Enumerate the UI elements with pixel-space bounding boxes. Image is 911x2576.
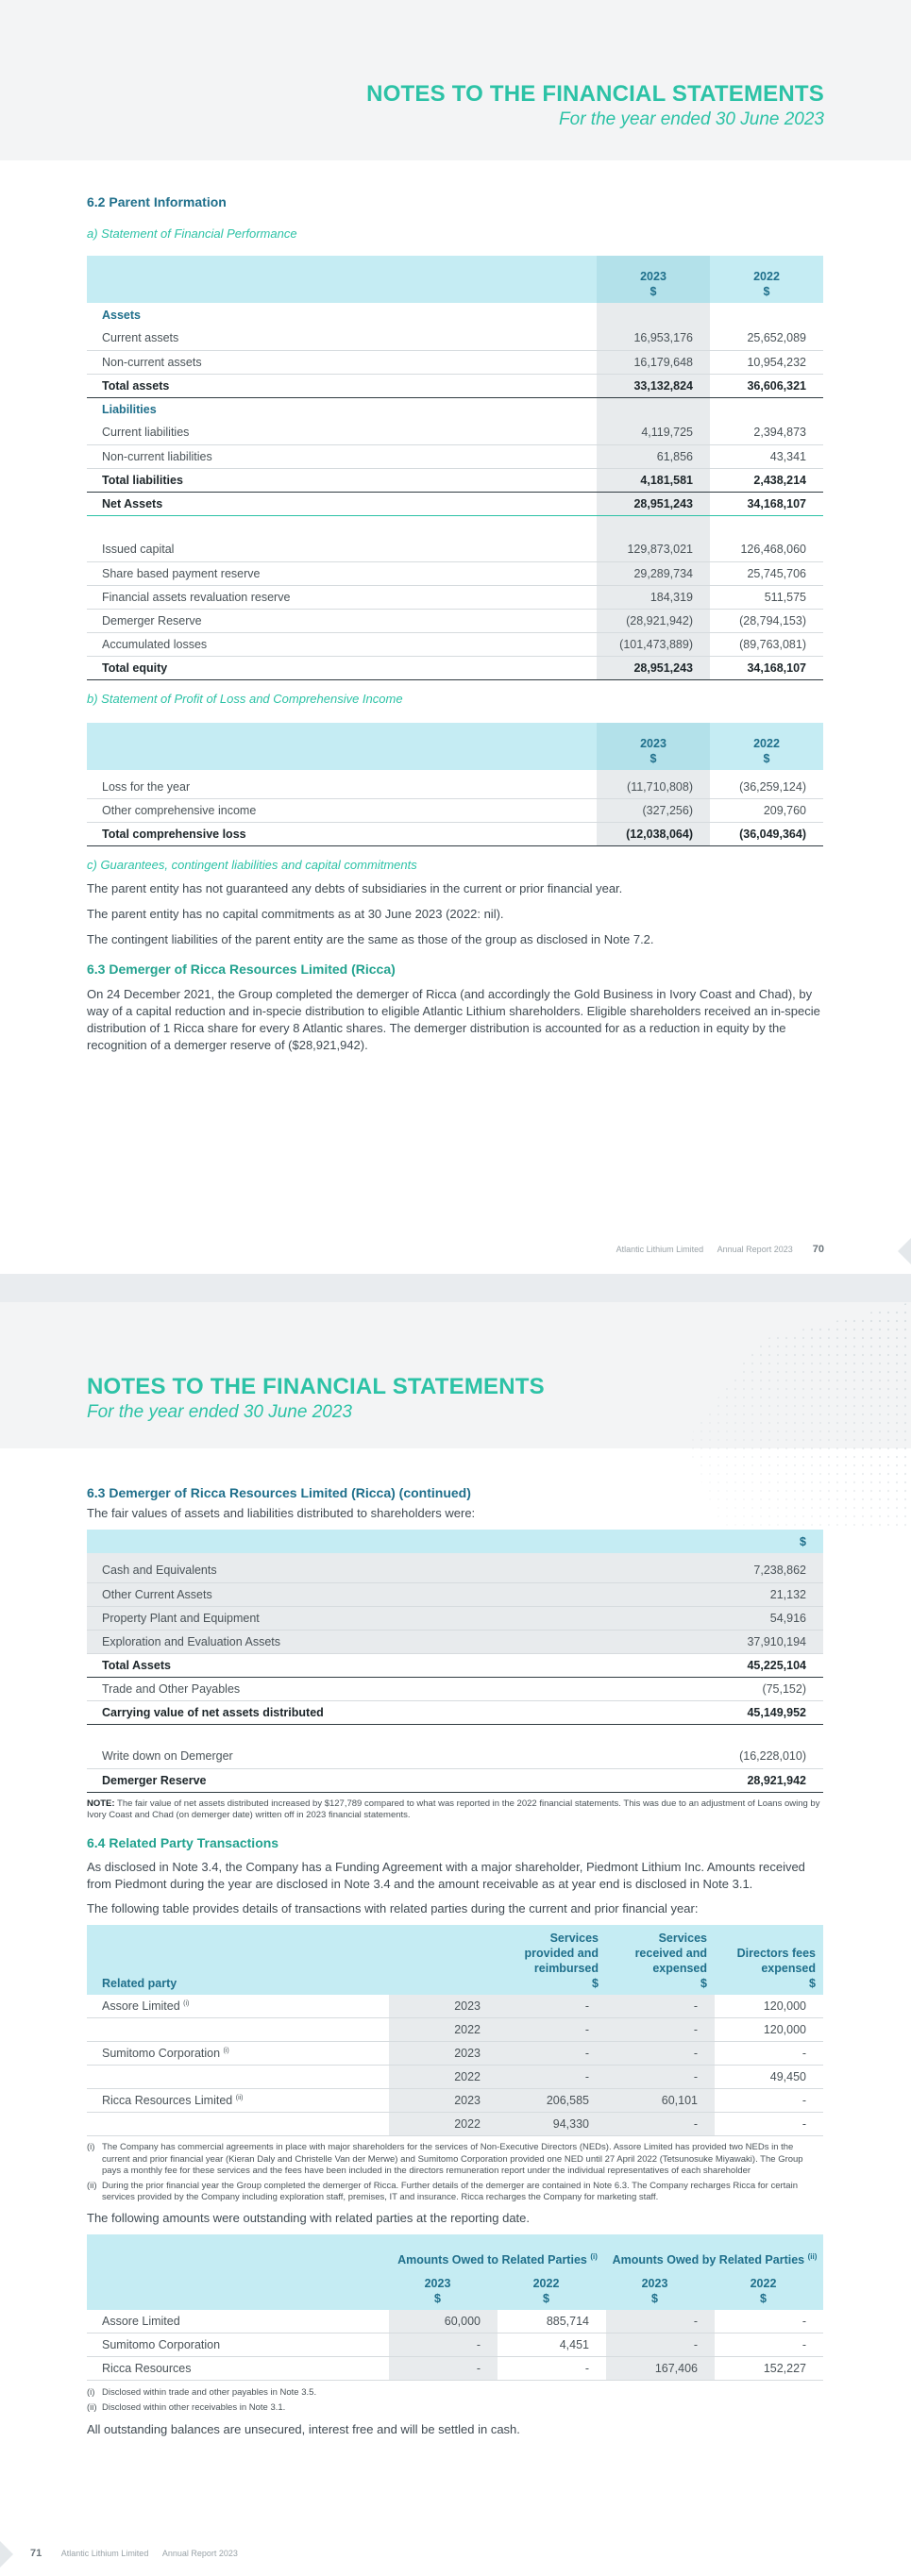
col-2023-header: 2023 $ xyxy=(597,723,710,770)
value-cell: - xyxy=(606,2066,715,2089)
table-row: Property Plant and Equipment 54,916 xyxy=(87,1606,823,1630)
outstanding-notes xyxy=(87,2387,823,2414)
page-header xyxy=(366,81,824,130)
table-row xyxy=(87,2310,823,2333)
value-cell: 152,227 xyxy=(715,2357,823,2381)
table-row: Current assets 16,953,176 25,652,089 xyxy=(87,326,823,350)
value-cell: - xyxy=(715,2333,823,2357)
table-row: Write down on Demerger (16,228,010) xyxy=(87,1745,823,1768)
blank-row xyxy=(87,515,823,538)
page-footer xyxy=(616,1244,824,1255)
value-cell: - xyxy=(498,2357,606,2381)
value-cell: - xyxy=(389,2333,498,2357)
table-row: Other comprehensive income (327,256) 209,760 xyxy=(87,799,823,823)
section-heading-6-3-continued: 6.3 Demerger of Ricca Resources Limited (Ricca) (continued) xyxy=(87,1485,471,1500)
party-name: Assore Limited $^{(i)}$ xyxy=(87,1995,389,2018)
subheading-c: c) Guarantees, contingent liabilities and capital commitments xyxy=(87,858,417,872)
table-row: Demerger Reserve (28,921,942) (28,794,153) xyxy=(87,609,823,632)
total-row: Carrying value of net assets distributed 45,149,952 xyxy=(87,1700,823,1724)
value-cell: - xyxy=(715,2089,823,2113)
table-row xyxy=(87,2113,823,2136)
table-row: Non-current liabilities 61,856 43,341 xyxy=(87,444,823,468)
paragraph: The parent entity has no capital commitments as at 30 June 2023 (2022: nil). xyxy=(87,907,504,921)
outstanding-balances-table xyxy=(87,2234,823,2382)
related-party-transactions-table xyxy=(87,1925,823,2137)
section-heading-6-4: 6.4 Related Party Transactions xyxy=(87,1834,279,1850)
table-row: Share based payment reserve 29,289,734 25,745,706 xyxy=(87,561,823,585)
related-party-notes xyxy=(87,2142,823,2204)
page-subtitle: For the year ended 30 June 2023 xyxy=(87,1402,352,1422)
table-row: Financial assets revaluation reserve 184,319 511,575 xyxy=(87,585,823,609)
year-cell: 2022 xyxy=(389,2018,498,2042)
footnote: (ii) Disclosed within other receivables in Note 3.1. xyxy=(87,2401,286,2413)
owed-to-header: Amounts Owed to Related Parties $^{(i)}$ xyxy=(389,2234,606,2272)
page-header xyxy=(87,1374,545,1423)
value-cell: - xyxy=(389,2357,498,2381)
value-cell: - xyxy=(498,1995,606,2018)
table-row xyxy=(87,2357,823,2381)
table-row xyxy=(87,2066,823,2089)
table-row: Trade and Other Payables (75,152) xyxy=(87,1677,823,1700)
table-row: Current liabilities 4,119,725 2,394,873 xyxy=(87,421,823,444)
value-cell: - xyxy=(606,2018,715,2042)
party-name xyxy=(87,2066,389,2089)
value-cell: - xyxy=(715,2042,823,2066)
paragraph: The following table provides details of transactions with related parties during the current and prior financial year: xyxy=(87,1900,699,1915)
demerger-fair-value-table xyxy=(87,1530,823,1793)
page-title: NOTES TO THE FINANCIAL STATEMENTS xyxy=(87,1374,545,1399)
directors-fees-header: Directors fees expensed $ xyxy=(715,1925,823,1995)
services-received-header: Services received and expensed $ xyxy=(606,1925,715,1995)
subheading-b: b) Statement of Profit of Loss and Comprehensive Income xyxy=(87,691,403,706)
page-edge-marker xyxy=(0,2541,13,2568)
page-header-band xyxy=(0,1302,911,1448)
page-70 xyxy=(0,0,911,1274)
value-cell: - xyxy=(715,2113,823,2136)
page-footer xyxy=(30,2548,238,2559)
financial-position-table xyxy=(87,256,823,680)
value-cell: 120,000 xyxy=(715,2018,823,2042)
page-number: 71 xyxy=(30,2548,42,2559)
party-name: Sumitomo Corporation $^{(i)}$ xyxy=(87,2042,389,2066)
value-cell: 60,101 xyxy=(606,2089,715,2113)
table-row xyxy=(87,2089,823,2113)
col-2022-header: 2022 $ xyxy=(715,2272,823,2310)
total-row: Total Assets 45,225,104 xyxy=(87,1653,823,1677)
total-row: Total liabilities 4,181,581 2,438,214 xyxy=(87,468,823,492)
col-2023-header: 2023 $ xyxy=(389,2272,498,2310)
paragraph: All outstanding balances are unsecured, interest free and will be settled in cash. xyxy=(87,2422,520,2436)
page-number: 70 xyxy=(812,1244,824,1255)
table-row xyxy=(87,1995,823,2018)
table-row xyxy=(87,2042,823,2066)
value-cell: - xyxy=(606,2310,715,2333)
table-row xyxy=(87,2018,823,2042)
paragraph: As disclosed in Note 3.4, the Company has a Funding Agreement with a major shareholder, Piedmont Lithium Inc. Amounts received from Piedmont during the year are disclosed in Note 3.4 and the amount receivable as at year end is disclosed in Note 3.1. xyxy=(87,1859,805,1891)
value-cell: 120,000 xyxy=(715,1995,823,2018)
col-2022-header: 2022 $ xyxy=(710,723,823,770)
party-name: Sumitomo Corporation xyxy=(87,2333,389,2357)
table-row: Accumulated losses (101,473,889) (89,763,081) xyxy=(87,632,823,656)
table-row: Loss for the year (11,710,808) (36,259,124) xyxy=(87,776,823,799)
footnote: (i) Disclosed within trade and other payables in Note 3.5. xyxy=(87,2387,317,2398)
value-cell: - xyxy=(606,2042,715,2066)
col-2023-header: 2023 $ xyxy=(606,2272,715,2310)
table-row: Issued capital 129,873,021 126,468,060 xyxy=(87,538,823,561)
year-cell: 2023 xyxy=(389,2089,498,2113)
section-heading-6-2: 6.2 Parent Information xyxy=(87,194,227,209)
value-cell: - xyxy=(715,2310,823,2333)
value-cell: - xyxy=(498,2042,606,2066)
table-row: Exploration and Evaluation Assets 37,910,194 xyxy=(87,1630,823,1653)
footer-report: Annual Report 2023 xyxy=(161,2549,238,2558)
blank-row xyxy=(87,1724,823,1745)
assets-label-row: Assets xyxy=(87,303,823,326)
table-row xyxy=(87,2333,823,2357)
currency-header: $ xyxy=(691,1530,823,1553)
value-cell: - xyxy=(606,1995,715,2018)
value-cell: 885,714 xyxy=(498,2310,606,2333)
footnote: (ii) During the prior financial year the Group completed the demerger of Ricca. Further details of the demerger are contained in Note 6.3. The Company recharges Ricca for certain services provided by the Company including exploration staff, premises, IT and insurance. Ricca recharges the Company for marketing staff. xyxy=(87,2180,798,2202)
total-row: Total assets 33,132,824 36,606,321 xyxy=(87,374,823,397)
demerger-continued-section xyxy=(87,1485,823,2438)
value-cell: 167,406 xyxy=(606,2357,715,2381)
owed-by-header: Amounts Owed by Related Parties $^{(ii)}$ xyxy=(606,2234,823,2272)
col-2022-header: 2022 $ xyxy=(710,256,823,303)
net-assets-row: Net Assets 28,951,243 34,168,107 xyxy=(87,492,823,515)
page-subtitle: For the year ended 30 June 2023 xyxy=(559,109,824,129)
services-provided-header: Services provided and reimbursed $ xyxy=(498,1925,606,1995)
page-header-band xyxy=(0,0,911,160)
party-name xyxy=(87,2018,389,2042)
liabilities-label-row: Liabilities xyxy=(87,397,823,421)
col-2023-header: 2023 $ xyxy=(597,256,710,303)
value-cell: 206,585 xyxy=(498,2089,606,2113)
page-gap xyxy=(0,1274,911,1302)
paragraph: The fair values of assets and liabilities distributed to shareholders were: xyxy=(87,1506,476,1520)
col-2022-header: 2022 $ xyxy=(498,2272,606,2310)
parent-information-section xyxy=(87,194,823,1054)
value-cell: - xyxy=(498,2066,606,2089)
year-cell: 2023 xyxy=(389,1995,498,2018)
footer-report: Annual Report 2023 xyxy=(717,1245,793,1254)
footnote: (i) The Company has commercial agreements in place with major shareholders for the services of Non-Executive Directors (NEDs). Assore Limited has provided two NEDs in the current and prior financial year (Kieran Daly and Christelle Van der Merwe) and Sumitomo Corporation provided one NED until 27 April 2022 (Tetsunosuke Miyawaki). The Group pays a monthly fee for these services and the fees have been included in the directors remuneration report under the individual representatives of each shareholder xyxy=(87,2142,803,2176)
value-cell: 94,330 xyxy=(498,2113,606,2136)
page-71 xyxy=(0,1302,911,2576)
page-title: NOTES TO THE FINANCIAL STATEMENTS xyxy=(366,81,824,107)
fair-value-note: NOTE: The fair value of net assets distributed increased by $127,789 compared to what was reported in the 2022 financial statements. This was due to an adjustment of Loans owing by Ivory Coast and Chad (on demerger date) written off in 2023 financial statements. xyxy=(87,1798,820,1820)
total-row: Total comprehensive loss (12,038,064) (36,049,364) xyxy=(87,823,823,846)
year-cell: 2023 xyxy=(389,2042,498,2066)
table-row: Other Current Assets 21,132 xyxy=(87,1582,823,1606)
value-cell: 4,451 xyxy=(498,2333,606,2357)
value-cell: - xyxy=(498,2018,606,2042)
party-name: Ricca Resources Limited $^{(ii)}$ xyxy=(87,2089,389,2113)
value-cell: - xyxy=(606,2113,715,2136)
party-name: Ricca Resources xyxy=(87,2357,389,2381)
year-cell: 2022 xyxy=(389,2113,498,2136)
year-cell: 2022 xyxy=(389,2066,498,2089)
footer-company: Atlantic Lithium Limited xyxy=(60,2549,149,2558)
paragraph: The contingent liabilities of the parent entity are the same as those of the group as disclosed in Note 7.2. xyxy=(87,932,654,946)
paragraph: The parent entity has not guaranteed any debts of subsidiaries in the current or prior financial year. xyxy=(87,881,623,895)
value-cell: 49,450 xyxy=(715,2066,823,2089)
footer-company: Atlantic Lithium Limited xyxy=(616,1245,704,1254)
page-edge-marker xyxy=(898,1238,911,1264)
profit-loss-table xyxy=(87,723,823,847)
table-row: Non-current assets 16,179,648 10,954,232 xyxy=(87,350,823,374)
section-heading-6-3: 6.3 Demerger of Ricca Resources Limited (Ricca) xyxy=(87,962,396,977)
value-cell: - xyxy=(606,2333,715,2357)
party-name xyxy=(87,2113,389,2136)
paragraph: The following amounts were outstanding with related parties at the reporting date. xyxy=(87,2210,530,2225)
value-cell: 60,000 xyxy=(389,2310,498,2333)
total-equity-row: Total equity 28,951,243 34,168,107 xyxy=(87,656,823,679)
paragraph: On 24 December 2021, the Group completed the demerger of Ricca (and accordingly the Gold Business in Ivory Coast and Chad), by way of a capital reduction and in-specie distribution to eligible Atlantic Lithium shareholders. Eligible shareholders received an in-specie distribution of 1 Ricca share for every 8 Atlantic shares. The demerger distribution is accounted for as a reduction in equity by the recognition of a demerger reserve of ($28,921,942). xyxy=(87,987,820,1052)
table-row: Cash and Equivalents 7,238,862 xyxy=(87,1559,823,1582)
subheading-a: a) Statement of Financial Performance xyxy=(87,226,297,241)
demerger-reserve-row: Demerger Reserve 28,921,942 xyxy=(87,1768,823,1792)
related-party-header: Related party xyxy=(87,1925,389,1995)
party-name: Assore Limited xyxy=(87,2310,389,2333)
